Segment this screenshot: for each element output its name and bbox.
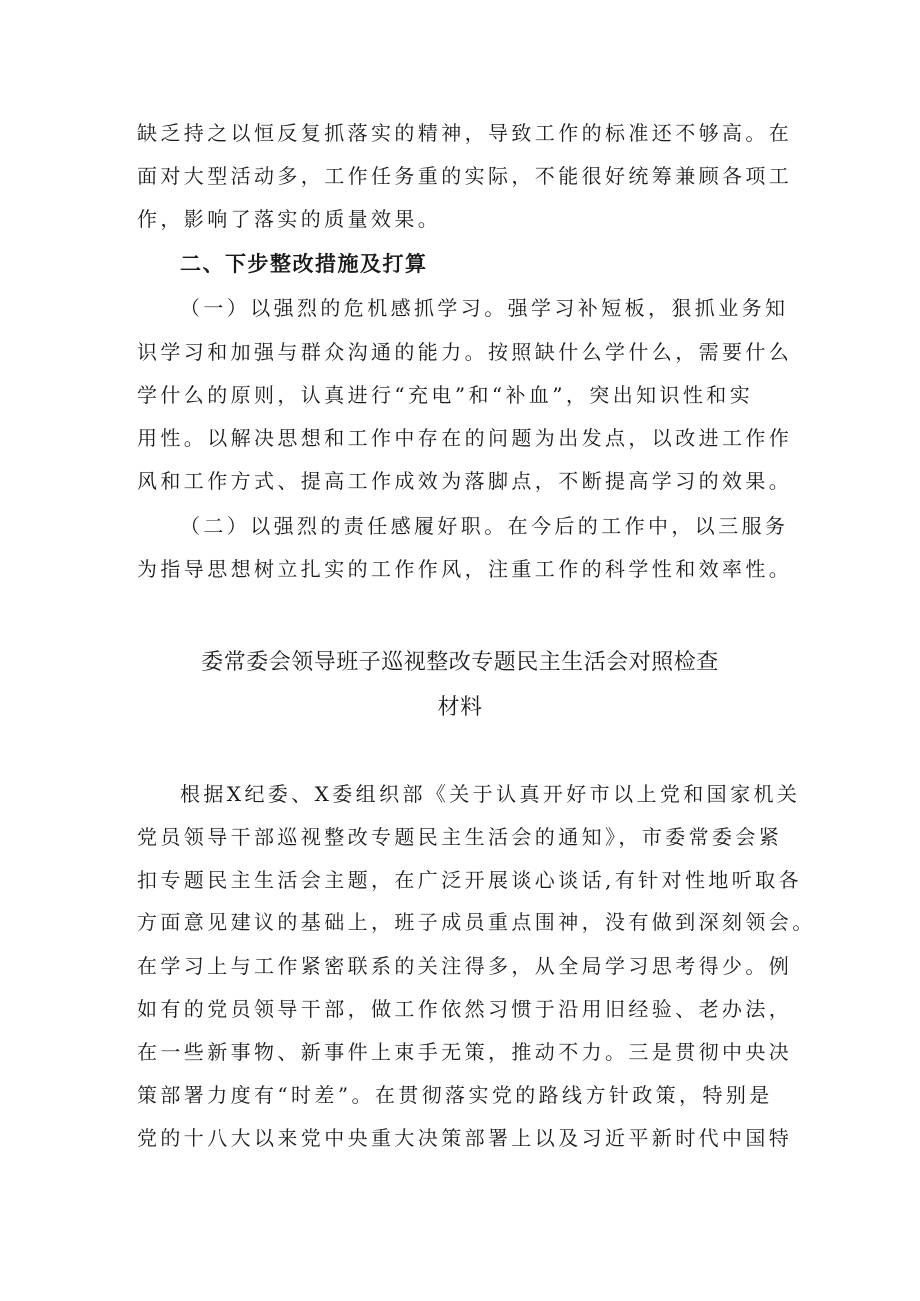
paragraph-line: 在一些新事物、新事件上束手无策，推动不力。三是贯彻中央决 <box>137 1040 793 1064</box>
paragraph-line: 如有的党员领导干部，做工作依然习惯于沿用旧经验、老办法， <box>137 997 793 1021</box>
paragraph-line: 用性。以解决思想和工作中存在的问题为出发点，以改进工作作 <box>137 426 793 450</box>
paragraph-line: 作，影响了落实的质量效果。 <box>137 207 442 231</box>
paragraph-line: 党的十八大以来党中央重大决策部署上以及习近平新时代中国特 <box>137 1126 793 1150</box>
document-title: 委常委会领导班子巡视整改专题民主生活会对照检查 <box>201 650 719 675</box>
paragraph-line: 风和工作方式、提高工作成效为落脚点，不断提高学习的效果。 <box>137 469 793 493</box>
paragraph-line: 面对大型活动多，工作任务重的实际，不能很好统筹兼顾各项工 <box>137 164 793 188</box>
document-title-continued: 材料 <box>437 695 483 720</box>
paragraph-line: 扣专题民主生活会主题，在广泛开展谈心谈话,有针对性地听取各 <box>137 868 802 892</box>
paragraph-line: 方面意见建议的基础上，班子成员重点围神，没有做到深刻领会。 <box>137 910 816 934</box>
paragraph-line: 缺乏持之以恒反复抓落实的精神，导致工作的标准还不够高。在 <box>137 121 793 145</box>
section-heading: 二、下步整改措施及打算 <box>180 252 428 276</box>
paragraph-line: 策部署力度有“时差”。在贯彻落实党的路线方针政策，特别是 <box>137 1083 773 1107</box>
paragraph-line: （一）以强烈的危机感抓学习。强学习补短板，狠抓业务知 <box>180 296 789 320</box>
paragraph-line: 识学习和加强与群众沟通的能力。按照缺什么学什么，需要什么 <box>137 340 793 364</box>
paragraph-line: 学什么的原则，认真进行“充电”和“补血”，突出知识性和实 <box>137 383 754 407</box>
paragraph-line: 根据X纪委、X委组织部《关于认真开好市以上党和国家机关 <box>180 782 801 806</box>
paragraph-line: （二）以强烈的责任感履好职。在今后的工作中，以三服务 <box>180 514 789 538</box>
paragraph-line: 党员领导干部巡视整改专题民主生活会的通知》，市委常委会紧 <box>137 825 783 849</box>
paragraph-line: 为指导思想树立扎实的工作作风，注重工作的科学性和效率性。 <box>137 557 793 581</box>
paragraph-line: 在学习上与工作紧密联系的关注得多，从全局学习思考得少。例 <box>137 954 793 978</box>
